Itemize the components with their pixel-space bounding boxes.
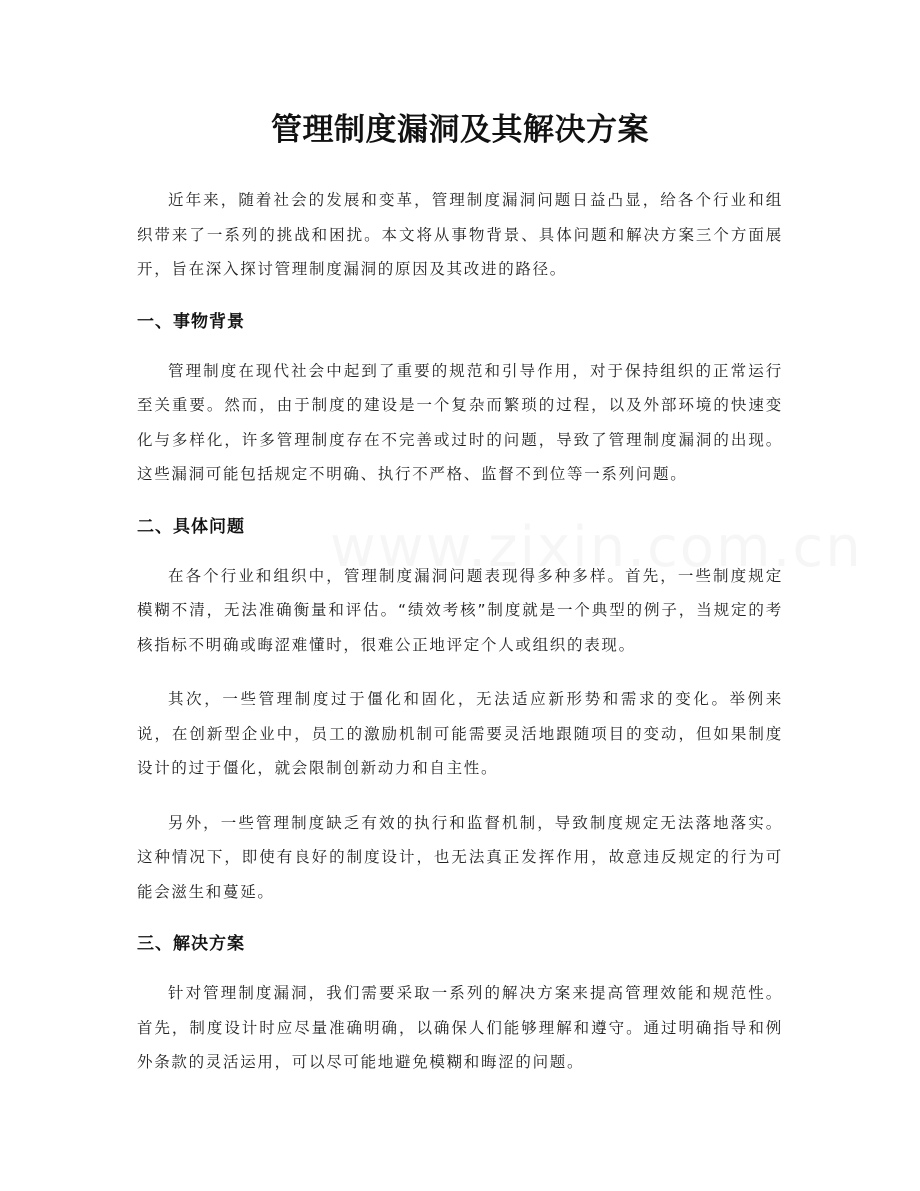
problems-paragraph-3: 另外，一些管理制度缺乏有效的执行和监督机制，导致制度规定无法落地落实。这种情况下，即使有良好的制度设计，也无法真正发挥作用，故意违反规定的行为可能会滋生和蔓延。 — [137, 813, 783, 901]
problems-paragraph-1: 在各个行业和组织中，管理制度漏洞问题表现得多种多样。首先，一些制度规定模糊不清，无法准确衡量和评估。“绩效考核”制度就是一个典型的例子，当规定的考核指标不明确或晦涩难懂时，很难公正地评定个人或组织的表现。 — [137, 566, 783, 654]
intro-paragraph: 近年来，随着社会的发展和变革，管理制度漏洞问题日益凸显，给各个行业和组织带来了一系列的挑战和困扰。本文将从事物背景、具体问题和解决方案三个方面展开，旨在深入探讨管理制度漏洞的原因及其改进的路径。 — [137, 191, 783, 278]
section-heading-problems: 二、具体问题 — [137, 516, 245, 537]
document-title: 管理制度漏洞及其解决方案 — [271, 112, 649, 148]
section-heading-background: 一、事物背景 — [137, 311, 245, 332]
document-body — [137, 183, 783, 1100]
section-heading-solutions: 三、解决方案 — [137, 934, 245, 954]
problems-paragraph-2: 其次，一些管理制度过于僵化和固化，无法适应新形势和需求的变化。举例来说，在创新型企业中，员工的激励机制可能需要灵活地跟随项目的变动，但如果制度设计的过于僵化，就会限制创新动力和自主性。 — [137, 690, 783, 777]
background-paragraph: 管理制度在现代社会中起到了重要的规范和引导作用，对于保持组织的正常运行至关重要。然而，由于制度的建设是一个复杂而繁琐的过程，以及外部环境的快速变化与多样化，许多管理制度存在不完善或过时的问题，导致了管理制度漏洞的出现。这些漏洞可能包括规定不明确、执行不严格、监督不到位等一系列问题。 — [137, 361, 783, 483]
solutions-paragraph-1: 针对管理制度漏洞，我们需要采取一系列的解决方案来提高管理效能和规范性。首先，制度设计时应尽量准确明确，以确保人们能够理解和遵守。通过明确指导和例外条款的灵活运用，可以尽可能地避免模糊和晦涩的问题。 — [137, 984, 783, 1071]
